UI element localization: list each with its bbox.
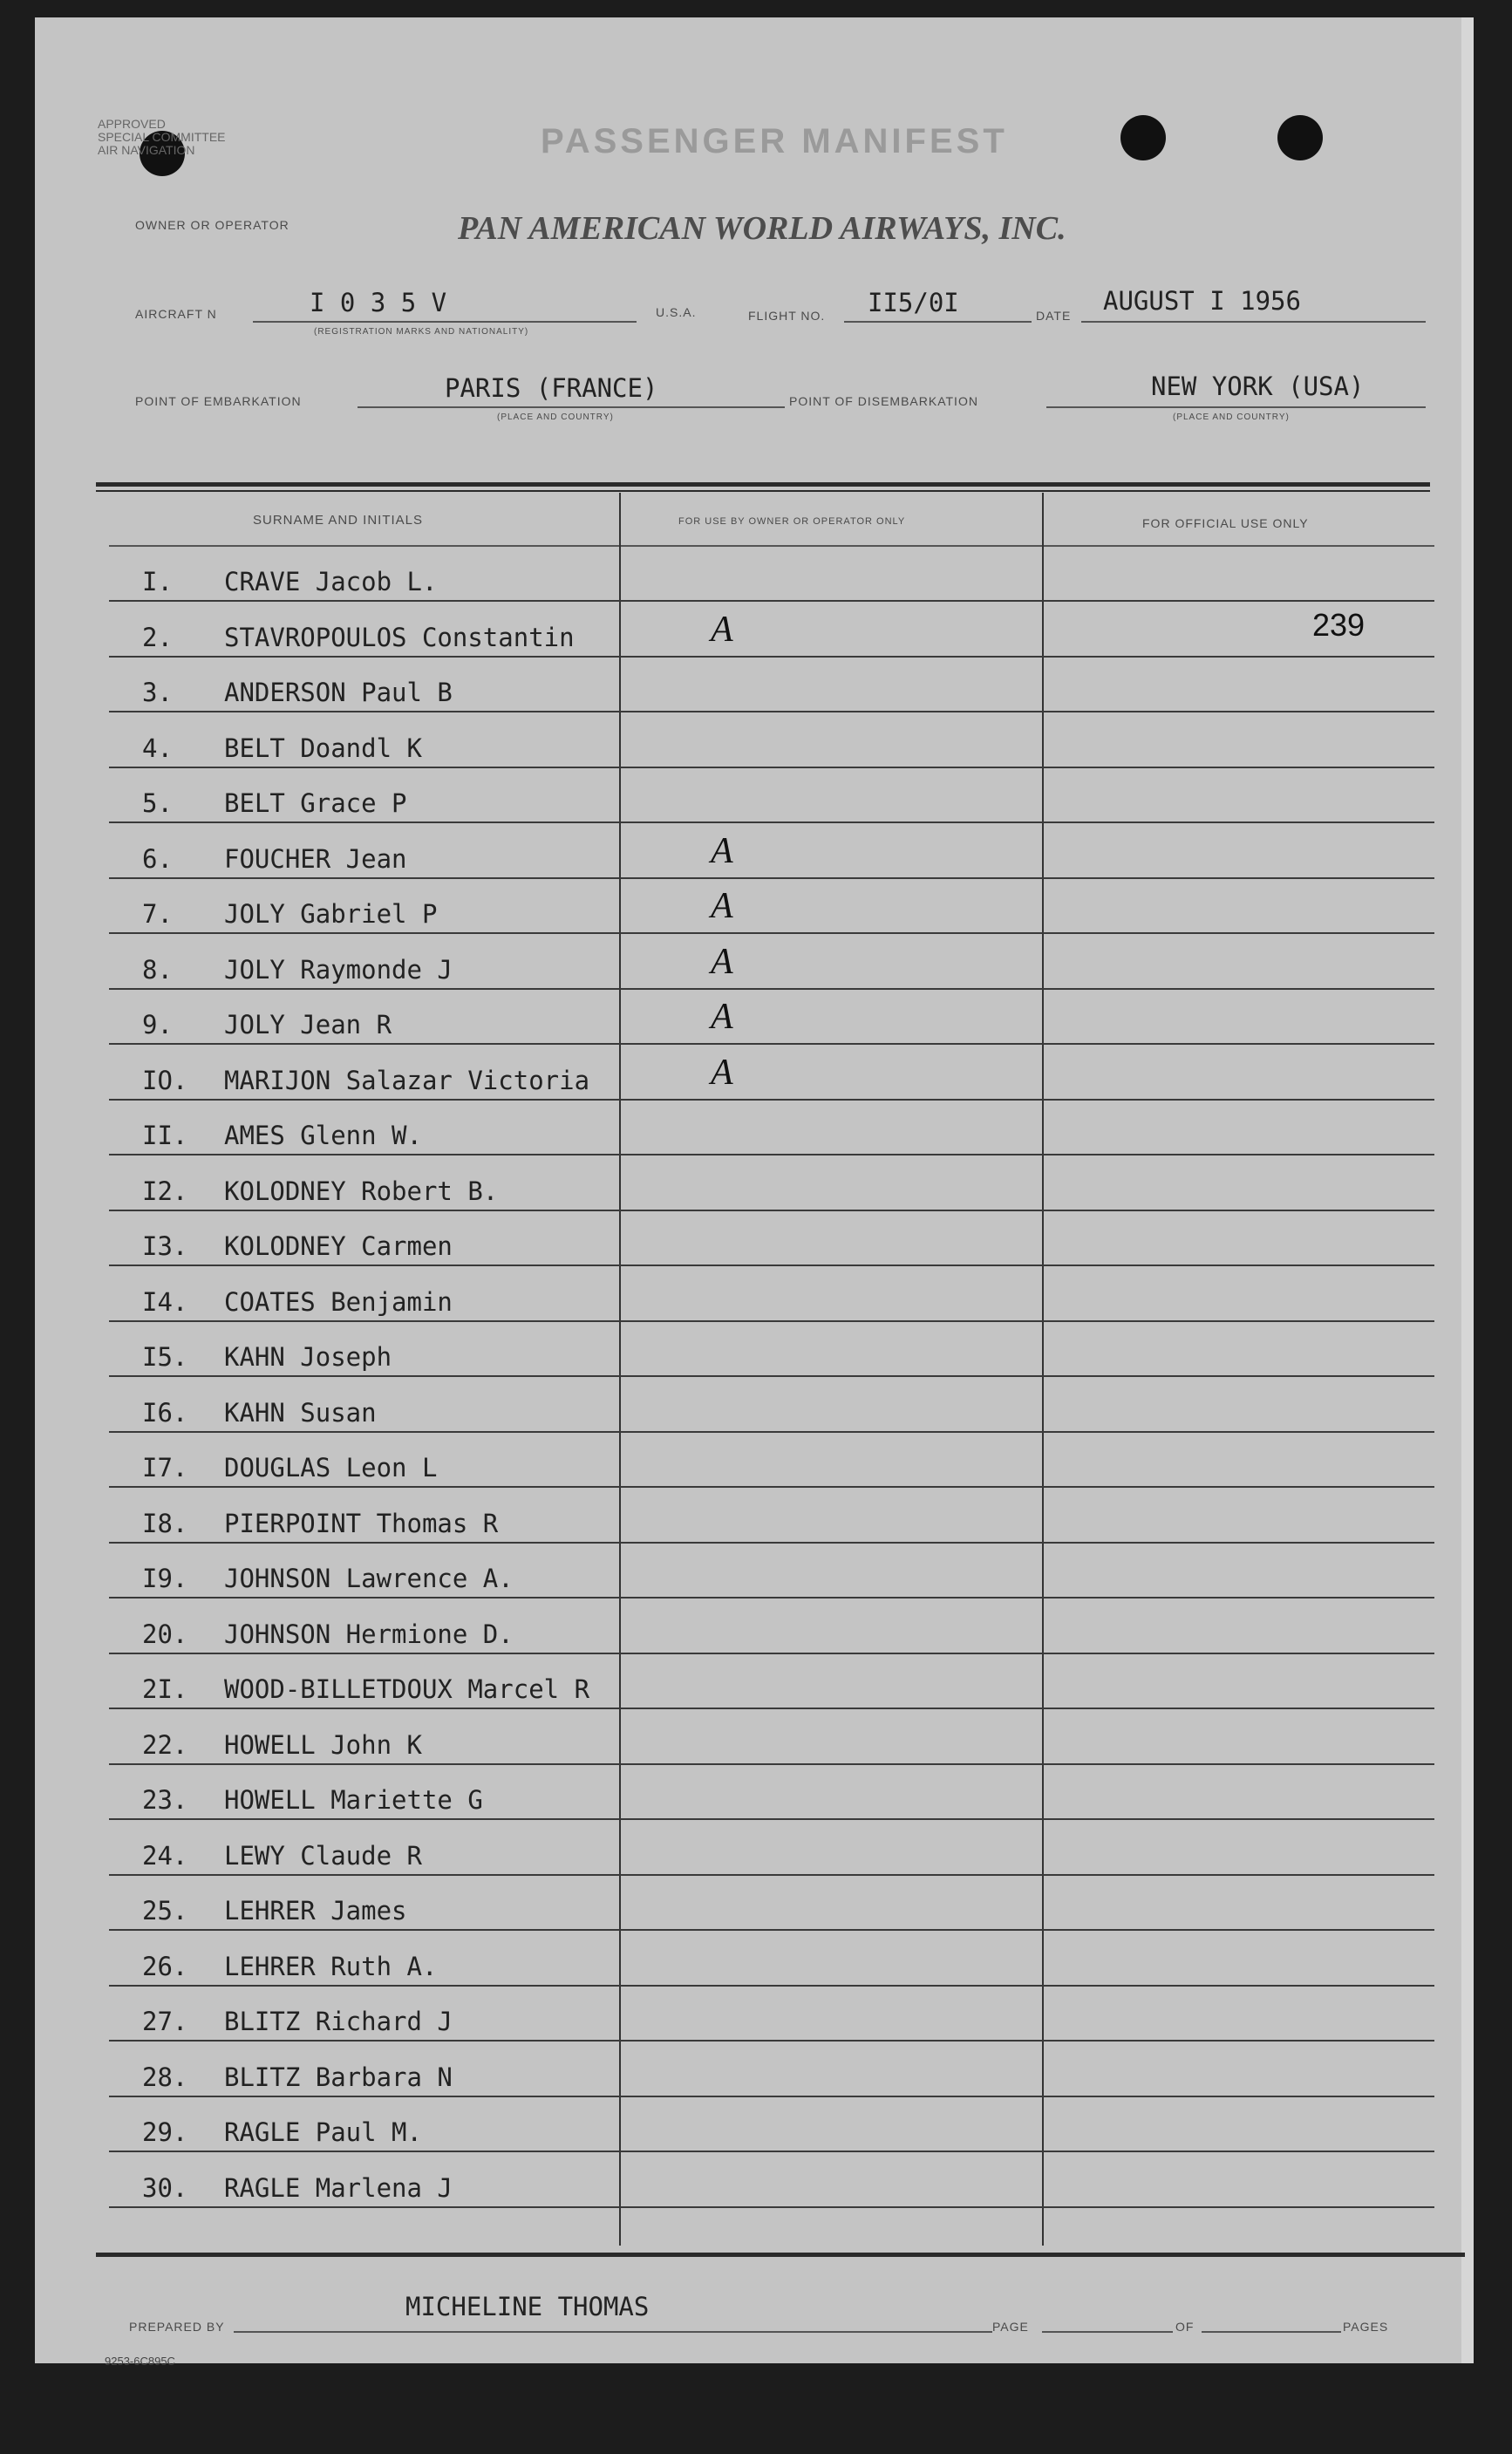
table-row [109, 2096, 1434, 2152]
table-row [109, 2151, 1434, 2208]
owner-mark: A [711, 886, 733, 926]
passenger-number: 4. [142, 733, 173, 763]
passenger-number: 22. [142, 1729, 188, 1760]
passenger-number: 3. [142, 678, 173, 707]
passenger-name: MARIJON Salazar Victoria [224, 1065, 590, 1095]
table-row [109, 1653, 1434, 1709]
passenger-number: II. [142, 1121, 188, 1150]
prepared-by-underline [234, 2331, 992, 2333]
passenger-name: LEHRER James [224, 1896, 407, 1926]
passenger-name: KOLODNEY Carmen [224, 1231, 453, 1261]
table-row [109, 1320, 1434, 1377]
usa-label: U.S.A. [656, 305, 697, 319]
table-row [109, 1598, 1434, 1654]
table-row [109, 1763, 1434, 1820]
official-number: 239 [1312, 606, 1366, 643]
date-label: DATE [1036, 309, 1072, 323]
passenger-name: STAVROPOULOS Constantin [224, 622, 575, 652]
table-row [109, 2041, 1434, 2097]
table-row [109, 656, 1434, 712]
table-top-rule [96, 482, 1430, 487]
page-label: PAGE [992, 2320, 1029, 2334]
table-bottom-rule [96, 2253, 1465, 2257]
table-row [109, 1874, 1434, 1931]
column-header-official-use: FOR OFFICIAL USE ONLY [1142, 516, 1309, 530]
approval-stamp [98, 118, 226, 157]
passenger-name: PIERPOINT Thomas R [224, 1508, 499, 1538]
passenger-name: JOLY Gabriel P [224, 899, 438, 929]
passenger-number: 20. [142, 1619, 188, 1649]
passenger-name: JOLY Jean R [224, 1010, 392, 1040]
passenger-number: 24. [142, 1840, 188, 1871]
aircraft-underline [253, 321, 637, 323]
passenger-name: FOUCHER Jean [224, 843, 407, 874]
passenger-name: WOOD-BILLETDOUX Marcel R [224, 1674, 590, 1704]
passenger-name: CRAVE Jacob L. [224, 567, 438, 596]
passenger-name: KAHN Joseph [224, 1342, 392, 1372]
passenger-number: I9. [142, 1564, 188, 1593]
owner-mark: A [711, 997, 733, 1037]
passenger-number: 2I. [142, 1674, 188, 1704]
form-code: 9253-6C895C [105, 2355, 175, 2368]
passenger-name: JOLY Raymonde J [224, 954, 453, 985]
disembarkation-underline [1046, 406, 1426, 408]
flight-underline [844, 321, 1032, 323]
table-top-rule [96, 490, 1430, 492]
pages-label: PAGES [1343, 2320, 1389, 2334]
table-row [109, 1155, 1434, 1211]
disembarkation-value: NEW YORK (USA) [1151, 372, 1365, 401]
passenger-name: BELT Doandl K [224, 733, 422, 763]
passenger-number: 29. [142, 2117, 188, 2147]
passenger-number: 23. [142, 1785, 188, 1815]
passenger-number: I6. [142, 1397, 188, 1428]
passenger-name: KAHN Susan [224, 1397, 377, 1428]
page-title: PASSENGER MANIFEST [541, 122, 1008, 160]
passenger-number: 25. [142, 1896, 188, 1926]
passenger-number: 8. [142, 954, 173, 985]
punch-hole [1277, 115, 1323, 160]
table-row [109, 1985, 1434, 2042]
prepared-by-value: MICHELINE THOMAS [405, 2292, 650, 2321]
table-row [109, 1930, 1434, 1987]
passenger-name: ANDERSON Paul B [224, 678, 453, 707]
flight-value: II5/0I [868, 288, 959, 317]
passenger-number: 2. [142, 622, 173, 652]
of-label: OF [1175, 2320, 1195, 2334]
table-row [109, 1044, 1434, 1101]
column-header-owner-use: FOR USE BY OWNER OR OPERATOR ONLY [678, 516, 906, 527]
table-row [109, 1487, 1434, 1544]
date-underline [1081, 321, 1426, 323]
owner-mark: A [711, 830, 733, 871]
embarkation-value: PARIS (FRANCE) [445, 373, 658, 403]
passenger-number: I8. [142, 1508, 188, 1538]
table-row [109, 1708, 1434, 1765]
passenger-number: I. [142, 567, 173, 596]
table-row [109, 822, 1434, 879]
prepared-by-label: PREPARED BY [129, 2320, 225, 2334]
table-row [109, 1265, 1434, 1322]
owner-mark: A [711, 609, 733, 650]
table-row [109, 1819, 1434, 1876]
punch-hole [1120, 115, 1166, 160]
passenger-number: I4. [142, 1286, 188, 1317]
table-row [109, 988, 1434, 1045]
table-row [109, 1099, 1434, 1155]
owner-mark: A [711, 1052, 733, 1093]
passenger-name: BLITZ Richard J [224, 2007, 453, 2036]
passenger-number: I2. [142, 1176, 188, 1206]
table-row [109, 1210, 1434, 1266]
column-header-surname: SURNAME AND INITIALS [253, 513, 424, 528]
passenger-number: 30. [142, 2172, 188, 2203]
passenger-name: BELT Grace P [224, 788, 407, 818]
passenger-number: I5. [142, 1342, 188, 1372]
embarkation-label: POINT OF EMBARKATION [135, 394, 302, 408]
passenger-number: IO. [142, 1065, 188, 1095]
owner-label: OWNER OR OPERATOR [135, 218, 289, 232]
aircraft-label: AIRCRAFT N [135, 307, 217, 321]
passenger-name: JOHNSON Lawrence A. [224, 1564, 514, 1593]
passenger-name: RAGLE Marlena J [224, 2172, 453, 2203]
aircraft-value: I 0 3 5 V [310, 288, 447, 317]
page-underline [1042, 2331, 1173, 2333]
embarkation-underline [358, 406, 785, 408]
table-row [109, 545, 1434, 602]
passenger-name: RAGLE Paul M. [224, 2117, 422, 2147]
table-row [109, 601, 1434, 658]
passenger-name: DOUGLAS Leon L [224, 1453, 438, 1483]
passenger-number: 26. [142, 1951, 188, 1981]
owner-value: PAN AMERICAN WORLD AIRWAYS, INC. [458, 210, 1066, 247]
table-row [109, 767, 1434, 823]
of-underline [1202, 2331, 1341, 2333]
table-row [109, 712, 1434, 768]
passenger-name: KOLODNEY Robert B. [224, 1176, 499, 1206]
table-row [109, 1542, 1434, 1599]
passenger-number: I3. [142, 1231, 188, 1261]
owner-mark: A [711, 941, 733, 982]
disembarkation-sublabel: (PLACE AND COUNTRY) [1173, 412, 1290, 422]
passenger-name: BLITZ Barbara N [224, 2062, 453, 2092]
passenger-name: LEWY Claude R [224, 1840, 422, 1871]
embarkation-sublabel: (PLACE AND COUNTRY) [497, 412, 614, 422]
flight-label: FLIGHT NO. [748, 309, 826, 323]
passenger-number: 5. [142, 788, 173, 818]
disembarkation-label: POINT OF DISEMBARKATION [789, 394, 978, 408]
passenger-name: LEHRER Ruth A. [224, 1951, 438, 1981]
passenger-name: HOWELL Mariette G [224, 1785, 483, 1815]
passenger-number: 27. [142, 2007, 188, 2036]
stamp-line: APPROVED [98, 117, 166, 131]
registration-sublabel: (REGISTRATION MARKS AND NATIONALITY) [314, 327, 529, 337]
stamp-line: SPECIAL COMMITTEE [98, 130, 226, 144]
table-row [109, 877, 1434, 934]
passenger-name: JOHNSON Hermione D. [224, 1619, 514, 1649]
date-value: AUGUST I 1956 [1103, 286, 1301, 316]
table-row [109, 933, 1434, 990]
passenger-number: I7. [142, 1453, 188, 1483]
passenger-number: 9. [142, 1010, 173, 1040]
passenger-name: HOWELL John K [224, 1729, 422, 1760]
passenger-number: 28. [142, 2062, 188, 2092]
passenger-number: 6. [142, 843, 173, 874]
table-row [109, 1431, 1434, 1488]
passenger-name: COATES Benjamin [224, 1286, 453, 1317]
passenger-number: 7. [142, 899, 173, 929]
passenger-name: AMES Glenn W. [224, 1121, 422, 1150]
table-row [109, 1376, 1434, 1433]
stamp-line: AIR NAVIGATION [98, 143, 195, 157]
